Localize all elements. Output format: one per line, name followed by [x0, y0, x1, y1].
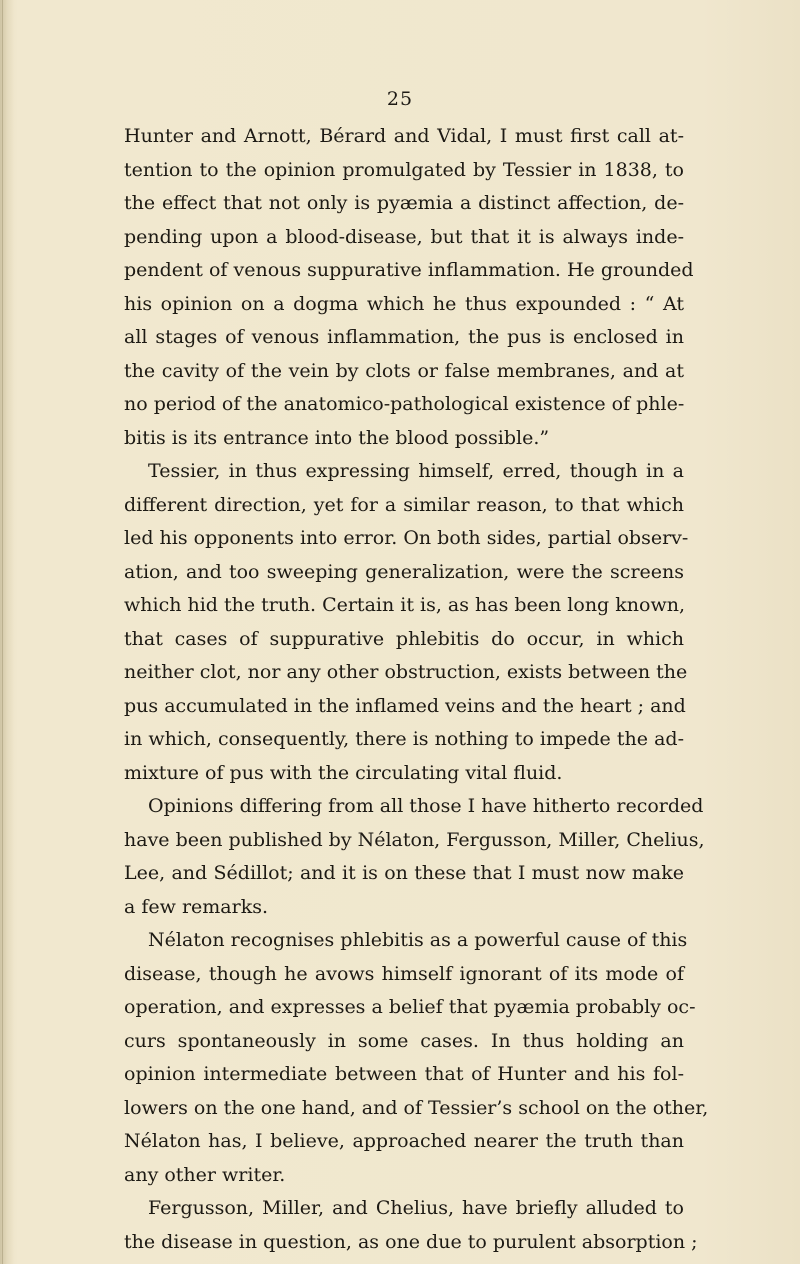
page-number: 25: [386, 88, 414, 110]
text-line: all stages of venous inflammation, the pus is enclosed in: [124, 326, 684, 348]
text-line: that cases of suppurative phlebitis do occur, in which: [124, 627, 684, 650]
page-edge-line: [2, 0, 3, 1264]
text-line: ation, and too sweeping generalization, were the screens: [124, 560, 684, 583]
text-line: Nélaton recognises phlebitis as a powerful cause of this: [148, 929, 688, 951]
text-line: led his opponents into error. On both sides, partial observ-: [124, 527, 689, 549]
text-line: bitis is its entrance into the blood possible.”: [124, 426, 550, 449]
text-line: Fergusson, Miller, and Chelius, have briefly alluded to: [148, 1197, 684, 1219]
text-line: Tessier, in thus expressing himself, erred, though in a: [148, 460, 684, 482]
text-line: neither clot, nor any other obstruction, exists between the: [124, 661, 688, 683]
text-line: lowers on the one hand, and of Tessier’s school on the other,: [124, 1096, 709, 1119]
text-line: the cavity of the vein by clots or false membranes, and at: [124, 359, 684, 382]
text-line: pendent of venous suppurative inflammation. He grounded: [124, 259, 694, 281]
text-line: his opinion on a dogma which he thus expounded : “ At: [124, 292, 684, 315]
text-line: operation, and expresses a belief that pyæmia probably oc-: [124, 996, 696, 1018]
text-line: pus accumulated in the inflamed veins and the heart ; and: [124, 694, 686, 717]
text-line: curs spontaneously in some cases. In thus holding an: [124, 1029, 684, 1052]
text-line: tention to the opinion promulgated by Tessier in 1838, to: [124, 158, 684, 181]
text-line: mixture of pus with the circulating vital fluid.: [124, 761, 563, 784]
text-line: no period of the anatomico-pathological existence of phle-: [124, 393, 685, 415]
text-line: have been published by Nélaton, Fergusson, Miller, Chelius,: [124, 828, 705, 851]
body-text: [124, 120, 709, 1259]
text-line: in which, consequently, there is nothing to impede the ad-: [124, 728, 684, 750]
text-line: which hid the truth. Certain it is, as has been long known,: [124, 594, 685, 616]
text-line: a few remarks.: [124, 895, 269, 918]
text-line: Lee, and Sédillot; and it is on these that I must now make: [124, 862, 684, 884]
text-line: different direction, yet for a similar reason, to that which: [124, 493, 684, 516]
text-line: pending upon a blood-disease, but that it is always inde-: [124, 225, 684, 248]
text-line: the effect that not only is pyæmia a distinct affection, de-: [124, 192, 684, 214]
text-line: Nélaton has, I believe, approached nearer the truth than: [124, 1130, 684, 1152]
text-line: Hunter and Arnott, Bérard and Vidal, I must first call at-: [124, 125, 684, 147]
text-line: disease, though he avows himself ignorant of its mode of: [124, 962, 684, 985]
text-line: any other writer.: [124, 1163, 286, 1186]
text-line: the disease in question, as one due to purulent absorption ;: [124, 1230, 698, 1253]
text-line: Opinions differing from all those I have hitherto recorded: [148, 795, 704, 817]
text-line: opinion intermediate between that of Hunter and his fol-: [124, 1063, 684, 1085]
